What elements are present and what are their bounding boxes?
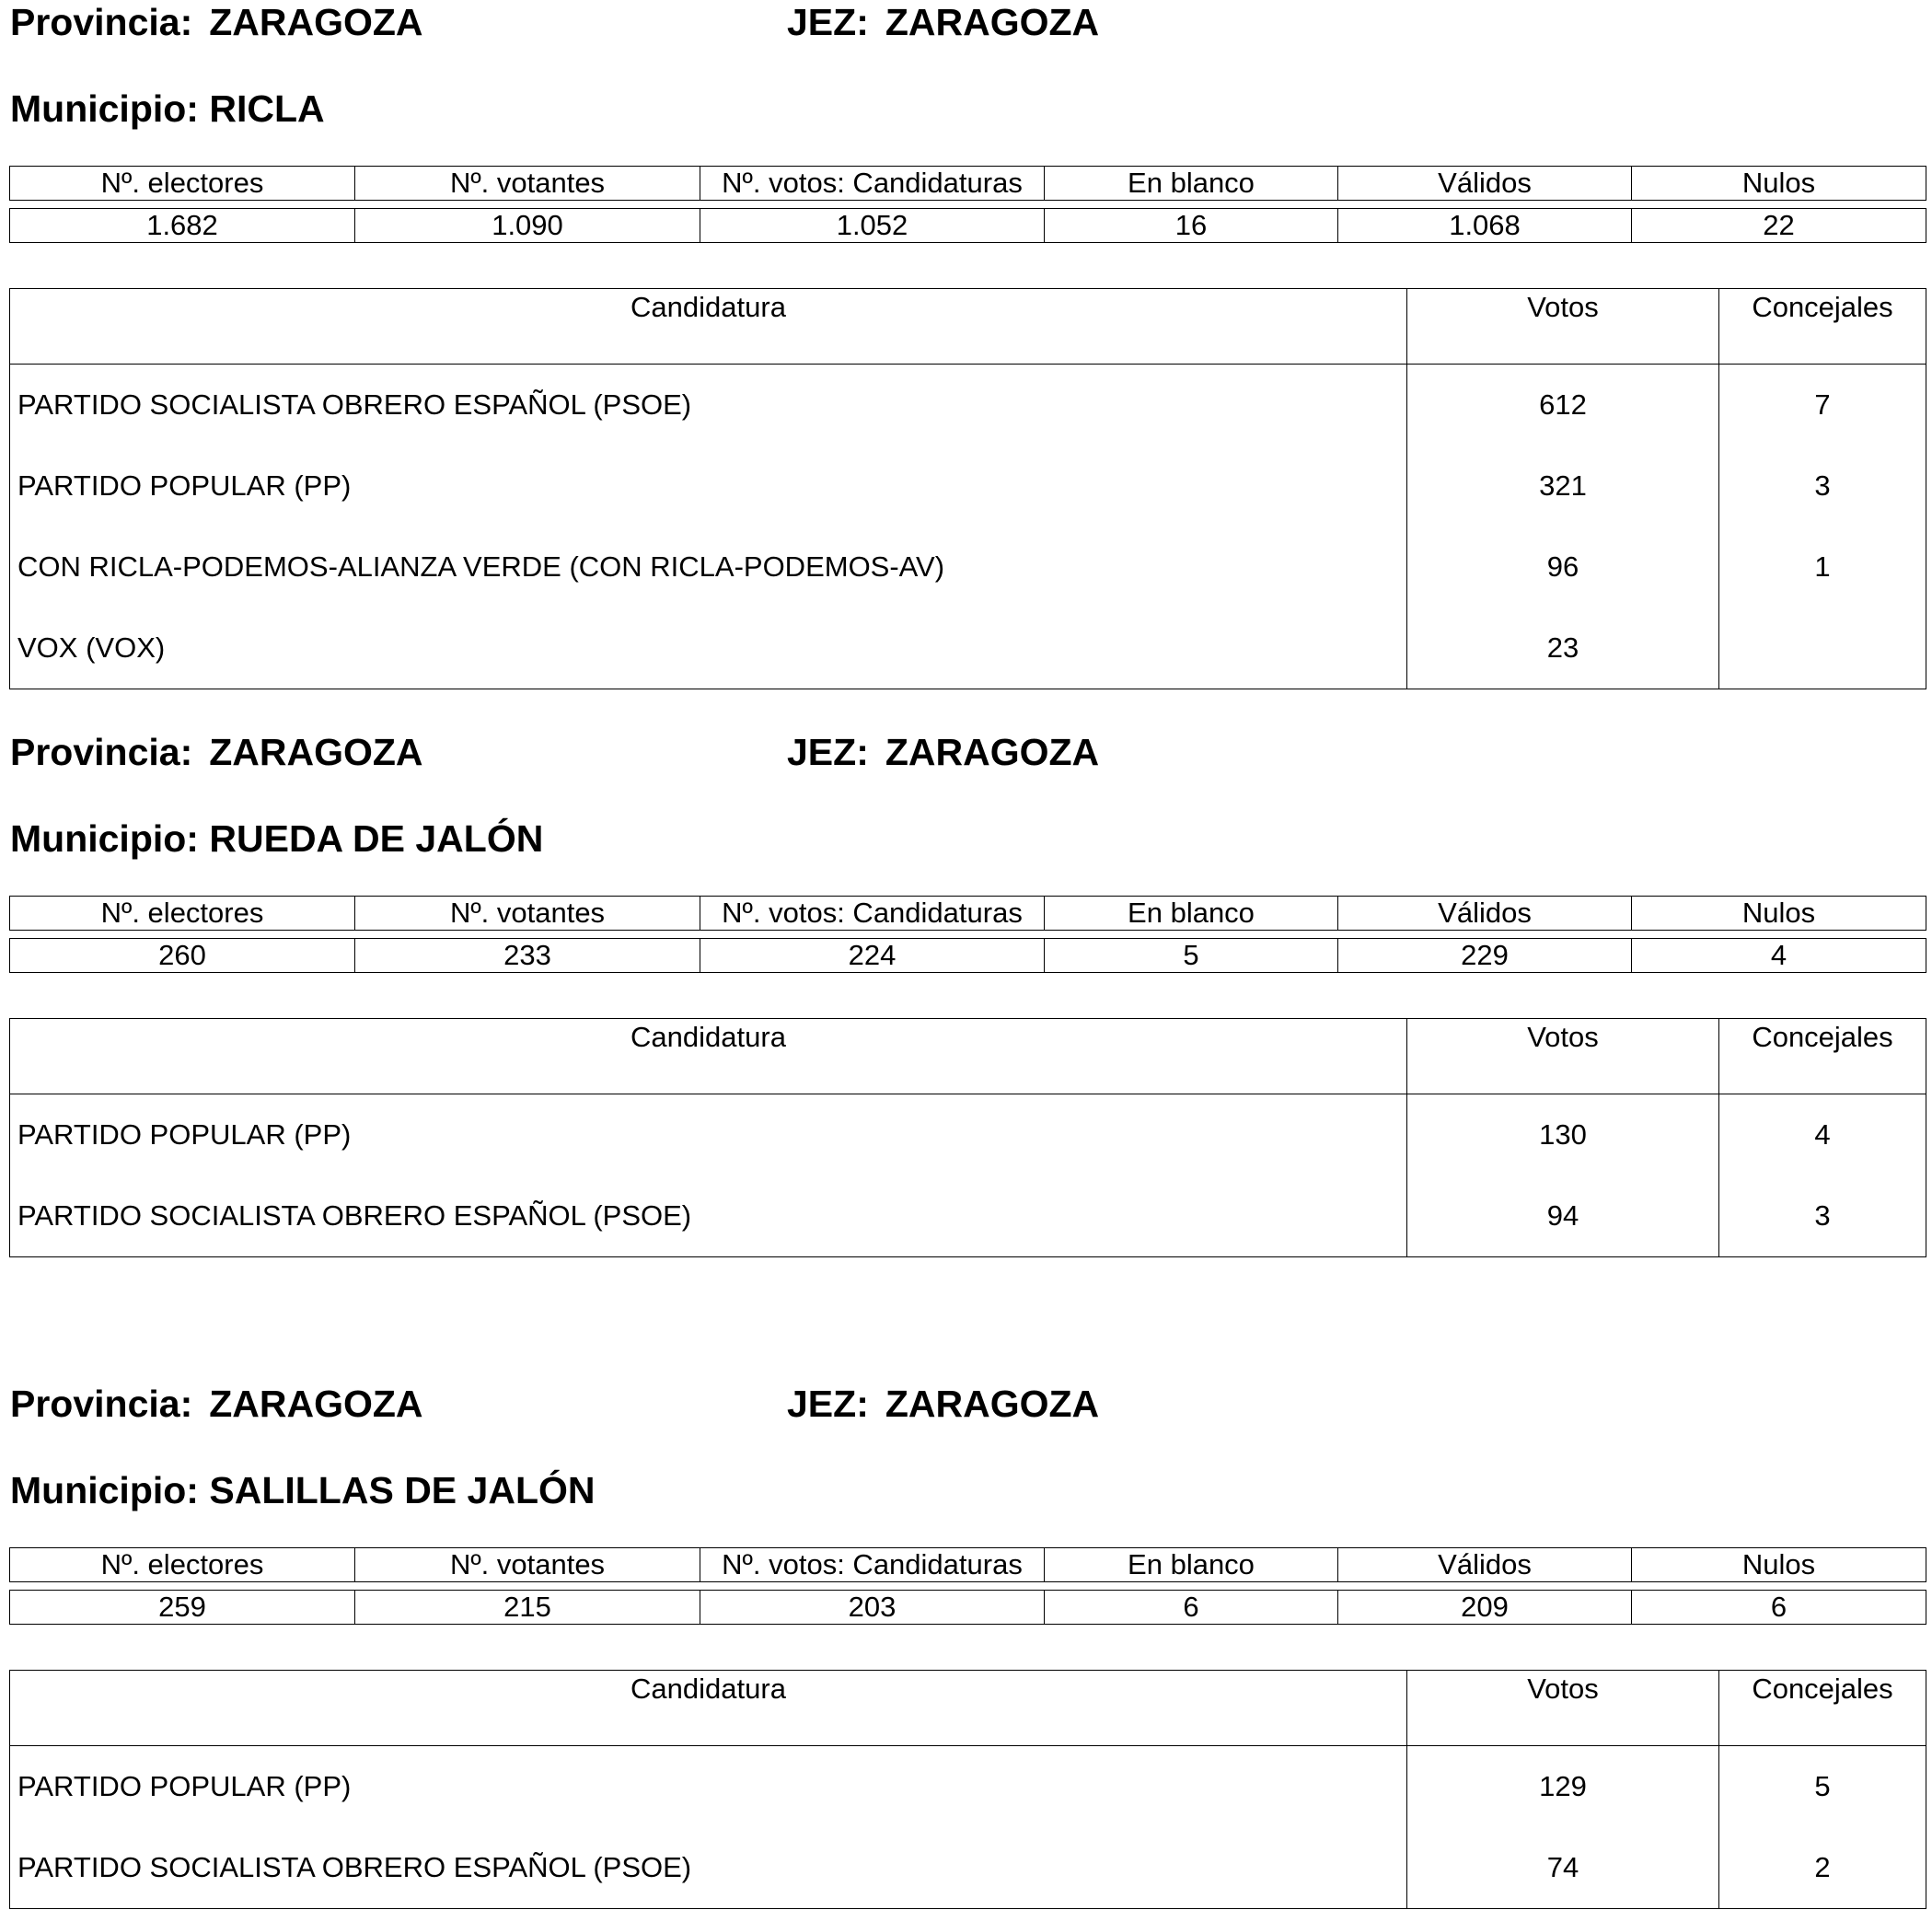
- jez-heading: [787, 1382, 1099, 1426]
- jez-label: JEZ:: [787, 1383, 869, 1425]
- stats-header-row: [10, 167, 1926, 201]
- stats-value-cell: 259: [10, 1591, 355, 1625]
- candidatura-concejales: 4: [1719, 1094, 1926, 1176]
- stats-value-cell: 1.068: [1338, 209, 1632, 243]
- candidatura-votos: 321: [1407, 446, 1719, 527]
- stats-value-row: [10, 939, 1926, 973]
- table-row: [10, 446, 1926, 527]
- candidatura-name: PARTIDO SOCIALISTA OBRERO ESPAÑOL (PSOE): [10, 365, 1407, 446]
- table-row: [10, 1175, 1926, 1257]
- provincia-heading: [10, 0, 423, 44]
- stats-header-cell: Nº. electores: [10, 167, 355, 201]
- candidatura-name: CON RICLA-PODEMOS-ALIANZA VERDE (CON RICLA-PODEMOS-AV): [10, 527, 1407, 608]
- stats-header-cell: En blanco: [1045, 167, 1338, 201]
- municipio-label: Municipio:: [10, 1469, 199, 1511]
- stats-header-cell: En blanco: [1045, 1548, 1338, 1582]
- stats-header-cell: Nulos: [1632, 897, 1926, 931]
- candidaturas-header-row: [10, 1671, 1926, 1746]
- candidatura-concejales: 3: [1719, 446, 1926, 527]
- stats-header-cell: Nº. electores: [10, 897, 355, 931]
- candidatura-votos: 129: [1407, 1746, 1719, 1828]
- table-row: [10, 527, 1926, 608]
- stats-value-row: [10, 209, 1926, 243]
- stats-value-cell: 233: [355, 939, 700, 973]
- municipio-label: Municipio:: [10, 87, 199, 130]
- candidaturas-header-row: [10, 289, 1926, 365]
- candidatura-name: VOX (VOX): [10, 608, 1407, 689]
- candidatura-votos: 130: [1407, 1094, 1719, 1176]
- candidatura-name: PARTIDO POPULAR (PP): [10, 446, 1407, 527]
- stats-value-cell: 215: [355, 1591, 700, 1625]
- municipio-label: Municipio:: [10, 817, 199, 860]
- stats-value-cell: 22: [1632, 209, 1926, 243]
- stats-header-row: [10, 1548, 1926, 1582]
- candidatura-votos: 23: [1407, 608, 1719, 689]
- candidatura-concejales: 1: [1719, 527, 1926, 608]
- stats-header-cell: Nº. votantes: [355, 167, 700, 201]
- stats-header-cell: En blanco: [1045, 897, 1338, 931]
- stats-header-cell: Nº. votos: Candidaturas: [700, 1548, 1045, 1582]
- candidatura-name: PARTIDO SOCIALISTA OBRERO ESPAÑOL (PSOE): [10, 1827, 1407, 1909]
- candidatura-name: PARTIDO POPULAR (PP): [10, 1746, 1407, 1828]
- column-header-concejales: Concejales: [1719, 1019, 1926, 1094]
- municipio-heading: [10, 1468, 596, 1512]
- stats-value-cell: 209: [1338, 1591, 1632, 1625]
- column-header-votos: Votos: [1407, 1019, 1719, 1094]
- stats-header-cell: Nº. electores: [10, 1548, 355, 1582]
- column-header-votos: Votos: [1407, 289, 1719, 365]
- candidaturas-table: [9, 1670, 1926, 1909]
- column-header-candidatura: Candidatura: [10, 1019, 1407, 1094]
- provincia-label: Provincia:: [10, 1383, 193, 1425]
- table-row: [10, 365, 1926, 446]
- stats-value-cell: 5: [1045, 939, 1338, 973]
- column-header-concejales: Concejales: [1719, 289, 1926, 365]
- stats-value-cell: 4: [1632, 939, 1926, 973]
- candidatura-concejales: 5: [1719, 1746, 1926, 1828]
- jez-heading: [787, 0, 1099, 44]
- stats-value-cell: 1.052: [700, 209, 1045, 243]
- candidaturas-table: [9, 1018, 1926, 1257]
- stats-header-row: [10, 897, 1926, 931]
- provincia-label: Provincia:: [10, 731, 193, 773]
- candidatura-name: PARTIDO POPULAR (PP): [10, 1094, 1407, 1176]
- stats-header-cell: Nº. votos: Candidaturas: [700, 167, 1045, 201]
- stats-value-cell: 16: [1045, 209, 1338, 243]
- stats-value-row: [10, 1591, 1926, 1625]
- candidatura-votos: 94: [1407, 1175, 1719, 1257]
- municipio-value: RICLA: [209, 87, 325, 130]
- candidatura-concejales: 7: [1719, 365, 1926, 446]
- jez-value: ZARAGOZA: [885, 1383, 1100, 1425]
- stats-header-cell: Nulos: [1632, 167, 1926, 201]
- provincia-value: ZARAGOZA: [209, 731, 423, 773]
- stats-header-cell: Válidos: [1338, 1548, 1632, 1582]
- municipio-heading: [10, 816, 543, 861]
- candidatura-name: PARTIDO SOCIALISTA OBRERO ESPAÑOL (PSOE): [10, 1175, 1407, 1257]
- table-row: [10, 1746, 1926, 1828]
- table-row: [10, 1827, 1926, 1909]
- provincia-heading: [10, 1382, 423, 1426]
- provincia-label: Provincia:: [10, 1, 193, 43]
- stats-value-cell: 203: [700, 1591, 1045, 1625]
- candidatura-votos: 74: [1407, 1827, 1719, 1909]
- provincia-value: ZARAGOZA: [209, 1383, 423, 1425]
- stats-value-cell: 1.090: [355, 209, 700, 243]
- stats-header-cell: Nº. votos: Candidaturas: [700, 897, 1045, 931]
- stats-header-cell: Válidos: [1338, 167, 1632, 201]
- stats-value-cell: 1.682: [10, 209, 355, 243]
- candidatura-votos: 612: [1407, 365, 1719, 446]
- stats-table: [9, 1547, 1926, 1625]
- jez-label: JEZ:: [787, 731, 869, 773]
- candidatura-concejales: 3: [1719, 1175, 1926, 1257]
- stats-header-cell: Válidos: [1338, 897, 1632, 931]
- candidatura-concejales: 2: [1719, 1827, 1926, 1909]
- stats-value-cell: 260: [10, 939, 355, 973]
- stats-header-cell: Nulos: [1632, 1548, 1926, 1582]
- table-row: [10, 608, 1926, 689]
- candidatura-votos: 96: [1407, 527, 1719, 608]
- stats-value-cell: 224: [700, 939, 1045, 973]
- column-header-candidatura: Candidatura: [10, 1671, 1407, 1746]
- provincia-heading: [10, 730, 423, 774]
- column-header-candidatura: Candidatura: [10, 289, 1407, 365]
- column-header-concejales: Concejales: [1719, 1671, 1926, 1746]
- candidaturas-table: [9, 288, 1926, 689]
- municipio-value: RUEDA DE JALÓN: [209, 817, 544, 860]
- stats-header-cell: Nº. votantes: [355, 897, 700, 931]
- column-header-votos: Votos: [1407, 1671, 1719, 1746]
- stats-value-cell: 6: [1632, 1591, 1926, 1625]
- provincia-value: ZARAGOZA: [209, 1, 423, 43]
- municipio-heading: [10, 87, 325, 131]
- stats-value-cell: 229: [1338, 939, 1632, 973]
- candidatura-concejales: [1719, 608, 1926, 689]
- jez-heading: [787, 730, 1099, 774]
- stats-table: [9, 166, 1926, 243]
- jez-label: JEZ:: [787, 1, 869, 43]
- stats-table: [9, 896, 1926, 973]
- jez-value: ZARAGOZA: [885, 1, 1100, 43]
- stats-value-cell: 6: [1045, 1591, 1338, 1625]
- stats-header-cell: Nº. votantes: [355, 1548, 700, 1582]
- jez-value: ZARAGOZA: [885, 731, 1100, 773]
- municipio-value: SALILLAS DE JALÓN: [209, 1469, 596, 1511]
- table-row: [10, 1094, 1926, 1176]
- candidaturas-header-row: [10, 1019, 1926, 1094]
